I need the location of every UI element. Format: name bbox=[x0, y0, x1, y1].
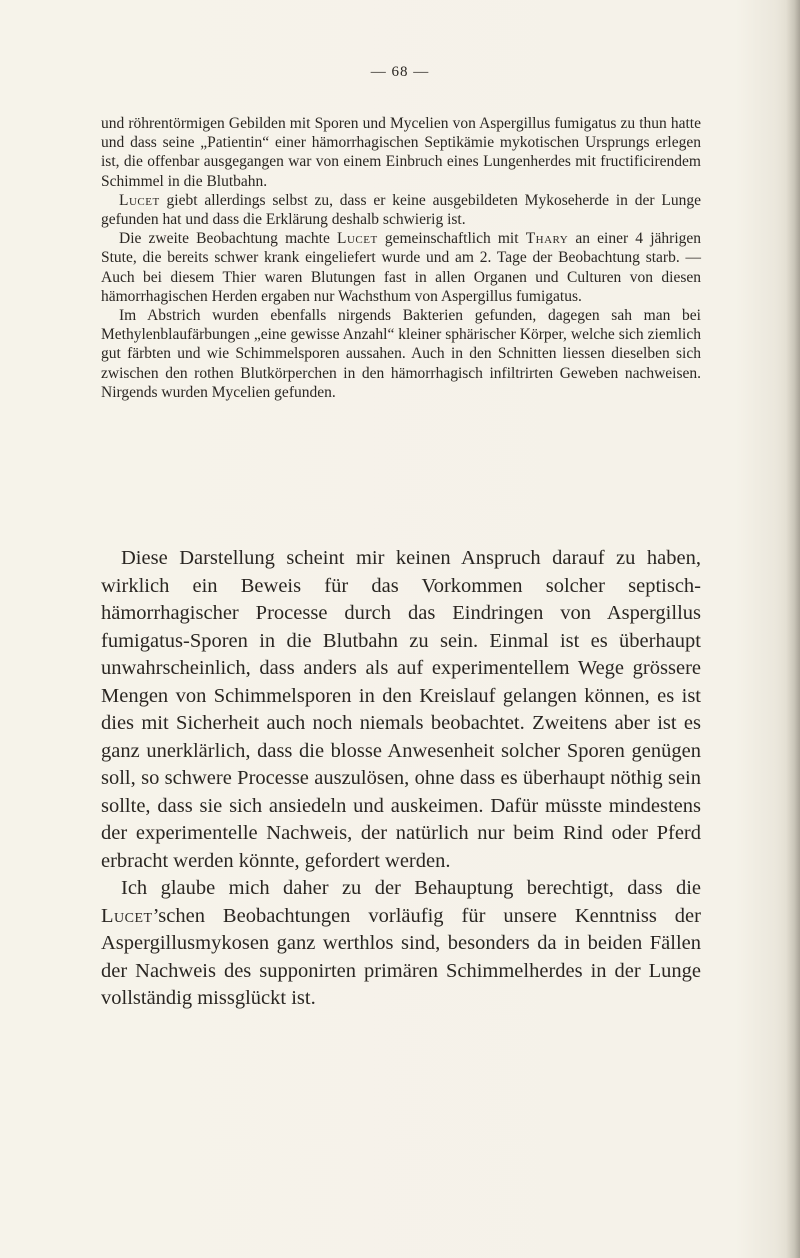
author-name-lucet: Lucet bbox=[337, 230, 378, 248]
paragraph-large-2: Ich glaube mich daher zu der Behauptung berechtigt, dass die Lucet’schen Beobachtungen vorläufig für unsere Kenntniss der Aspergillusmykosen ganz werthlos sind, besonders da in beiden Fällen der Nachweis des supponirten primären Schimmelherdes in der Lunge vollständig missglückt ist. bbox=[101, 877, 701, 1009]
large-print-section bbox=[101, 545, 701, 1013]
paragraph-small-4: Im Abstrich wurden ebenfalls nirgends Bakterien gefunden, dagegen sah man bei Methylenblaufärbungen „eine gewisse Anzahl“ kleiner sphärischer Körper, welche sich ziemlich gut färbten und wie Schimmelsporen aussahen. Auch in den Schnitten liessen dieselben sich zwischen den rothen Blutkörperchen in den hämorrhagisch infiltrirten Geweben nachweisen. Nirgends wurden Mycelien gefunden. bbox=[101, 307, 701, 401]
page-number: — 68 — bbox=[370, 64, 430, 80]
paragraph-small-2: Lucet giebt allerdings selbst zu, dass er keine ausgebildeten Mykoseherde in der Lunge gefunden hat und dass die Erklärung deshalb schwierig ist. bbox=[101, 191, 701, 229]
author-name-thary: Thary bbox=[525, 230, 569, 248]
author-name-lucet: Lucet bbox=[119, 191, 160, 209]
paragraph-large-1: Diese Darstellung scheint mir keinen Anspruch darauf zu haben, wirklich ein Beweis für das Vorkommen solcher septisch-hämorrhagischer Processe durch das Eindringen von Aspergillus fumigatus-Sporen in die Blutbahn zu sein. Einmal ist es überhaupt unwahrscheinlich, dass anders als auf experimentellem Wege grössere Mengen von Schimmelsporen in den Kreislauf gelangen können, es ist dies mit Sicherheit auch noch niemals beobachtet. Zweitens aber ist es ganz unerklärlich, dass die blosse Anwesenheit solcher Sporen genügen soll, so schwere Processe auszulösen, ohne dass es überhaupt nöthig sein sollte, dass sie sich ansiedeln und auskeimen. Dafür müsste mindestens der experimentelle Nachweis, der natürlich nur beim Rind oder Pferd erbracht werden könnte, gefordert werden. bbox=[101, 547, 701, 872]
author-name-lucet: Lucet bbox=[101, 904, 153, 927]
paragraph-small-3: Die zweite Beobachtung machte Lucet gemeinschaftlich mit Thary an einer 4 jährigen Stute, die bereits schwer krank eingeliefert wurde und am 2. Tage der Beobachtung starb. — Auch bei diesem Thier waren Blutungen fast in allen Organen und Culturen von diesen hämorrhagischen Herden ergaben nur Wachsthum von Aspergillus fumigatus. bbox=[101, 230, 701, 305]
page-edge-shadow bbox=[786, 0, 800, 1258]
small-print-section bbox=[101, 114, 701, 402]
paragraph-small-1: und röhrentörmigen Gebilden mit Sporen und Mycelien von Aspergillus fumigatus zu thun hatte und dass seine „Patientin“ einer hämorrhagischen Septikämie mykotischen Ursprungs erlegen ist, die offenbar ausgegangen war von einem Einbruch eines Lungenherdes mit fructificirendem Schimmel in die Blutbahn. bbox=[101, 115, 701, 190]
